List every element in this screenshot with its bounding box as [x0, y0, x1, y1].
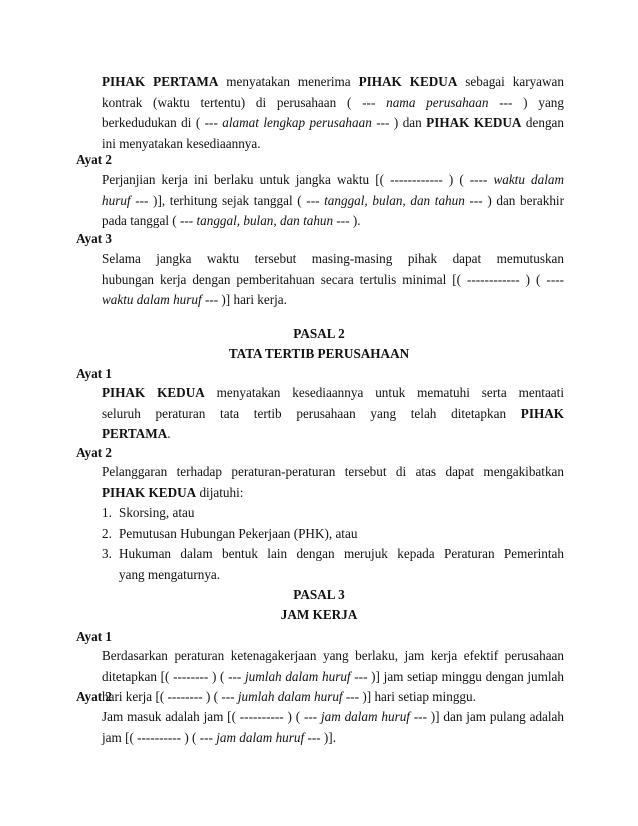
text: tanggal, bulan, dan tahun: [324, 192, 465, 208]
text: PIHAK KEDUA: [102, 385, 205, 400]
text: --- ) dan: [371, 115, 427, 130]
pasal-2-ayat-2-paragraph: [102, 462, 564, 585]
p3-ayat-2-line-1: [102, 707, 564, 728]
text: 2.: [102, 525, 112, 541]
text: Hukuman dalam bentuk lain dengan merujuk kepada Peraturan Pemerintah: [119, 546, 564, 561]
p2-ayat-1-line-2: [102, 404, 564, 425]
text: --- ).: [333, 213, 361, 228]
text: 3.: [102, 546, 112, 561]
pasal-subtitle: JAM KERJA: [280, 607, 358, 622]
text: 1.: [102, 505, 112, 520]
ayat-label: Ayat 1: [76, 366, 113, 381]
text: waktu dalam: [493, 172, 564, 187]
ayat-2-line-1: [102, 170, 564, 191]
ayat-label: Ayat 2: [76, 689, 113, 704]
p3-ayat-2-line-2: [102, 728, 564, 749]
intro-line-2: [102, 93, 564, 114]
pasal-3-ayat-1-paragraph: [102, 646, 564, 708]
text: PERTAMA: [102, 426, 168, 441]
text: --- ) yang: [488, 94, 564, 110]
pasal-3-heading: [0, 585, 638, 625]
text: jam dalam huruf: [216, 729, 305, 745]
pasal-title: PASAL 3: [293, 587, 345, 602]
text: seluruh peraturan tata tertib perusahaan yang telah ditetapkan: [102, 405, 521, 421]
text: berkedudukan di ( ---: [102, 115, 223, 130]
text: pada tanggal ( ---: [102, 213, 197, 228]
text: .: [167, 426, 171, 441]
text: Jam masuk adalah jam [( ---------- ) ( ---: [102, 709, 321, 724]
ayat-3-line-3: [102, 290, 564, 311]
text: PIHAK KEDUA: [102, 484, 197, 500]
text: --- ) dan berakhir: [464, 192, 564, 208]
ayat-3-paragraph: [102, 249, 564, 311]
ayat-label: Ayat 2: [76, 152, 113, 167]
text: hari kerja [( -------- ) ( ---: [102, 689, 238, 704]
pasal-2-heading: [0, 324, 638, 364]
list-item-continuation: yang mengaturnya.: [119, 566, 221, 582]
company-name-placeholder: nama perusahaan: [386, 94, 489, 110]
text: huruf: [102, 192, 131, 208]
text: Skorsing, atau: [119, 505, 195, 520]
text: --- )] dan jam pulang adalah: [409, 709, 564, 724]
text: --- )], terhitung sejak tanggal ( ---: [130, 192, 325, 208]
text: Perjanjian kerja ini berlaku untuk jangka waktu [( ------------ ) ( ----: [102, 172, 494, 187]
party-two-name: PIHAK KEDUA: [358, 74, 458, 89]
p2-ayat-2-line-2: [102, 483, 564, 504]
text: menyatakan menerima: [218, 74, 359, 89]
text: PIHAK: [520, 405, 564, 421]
intro-paragraph: [102, 72, 564, 154]
list-item: [102, 544, 564, 565]
pasal-2-ayat-1-paragraph: [102, 383, 564, 445]
ayat-2-line-2: [102, 191, 564, 212]
text: --- )] jam setiap minggu dengan jumlah: [350, 668, 564, 684]
text: jumlah dalam huruf: [245, 668, 351, 684]
p2-ayat-1-line-1: [102, 383, 564, 404]
text: --- )] hari kerja.: [201, 292, 287, 307]
pasal-subtitle: TATA TERTIB PERUSAHAAN: [228, 346, 410, 361]
list-item: [102, 503, 564, 524]
text: dengan: [521, 115, 564, 130]
company-address-placeholder: alamat lengkap perusahaan: [222, 115, 372, 130]
ayat-label: Ayat 1: [76, 629, 113, 644]
party-two-name: PIHAK KEDUA: [426, 115, 522, 130]
p3-ayat-1-line-2: [102, 667, 564, 688]
ayat-3-line-2: hubungan kerja dengan pemberitahuan secara tertulis minimal [( ------------ ) ( ----: [102, 271, 564, 287]
text: --- )].: [304, 729, 336, 745]
p3-ayat-1-line-3: [102, 687, 564, 708]
text: tanggal, bulan, dan tahun: [196, 213, 334, 228]
p2-ayat-1-line-3: [102, 424, 564, 445]
text: jam dalam huruf: [320, 709, 410, 724]
text: dijatuhi:: [196, 484, 244, 500]
intro-line-4: ini menyatakan kesediaannya.: [102, 135, 261, 151]
intro-line-3: [102, 113, 564, 134]
intro-line-1: [102, 72, 564, 93]
pasal-3-ayat-2-paragraph: [102, 707, 564, 748]
ayat-label: Ayat 2: [76, 445, 113, 460]
p3-ayat-1-line-1: Berdasarkan peraturan ketenagakerjaan yang berlaku, jam kerja efektif perusahaan: [102, 648, 564, 663]
text: jam [( ---------- ) ( ---: [102, 729, 217, 745]
text: sebagai karyawan: [457, 74, 564, 89]
p2-ayat-2-line-1: Pelanggaran terhadap peraturan-peraturan tersebut di atas dapat mengakibatkan: [102, 464, 564, 479]
ayat-2-line-3: [102, 211, 564, 232]
list-item: [102, 524, 564, 545]
text: menyatakan kesediaannya untuk mematuhi serta mentaati: [204, 385, 564, 400]
ayat-2-paragraph: [102, 170, 564, 232]
text: ditetapkan [( -------- ) ( ---: [102, 668, 245, 684]
text: waktu dalam huruf: [102, 292, 202, 307]
text: --- )] hari setiap minggu.: [342, 689, 476, 704]
text: jumlah dalam huruf: [237, 689, 343, 704]
ayat-label: Ayat 3: [76, 231, 113, 246]
ayat-3-line-1: Selama jangka waktu tersebut masing-masing pihak dapat memutuskan: [102, 251, 564, 266]
pasal-title: PASAL 2: [293, 326, 345, 341]
text: kontrak (waktu tertentu) di perusahaan ( ---: [102, 94, 387, 110]
party-one-name: PIHAK PERTAMA: [102, 74, 219, 89]
text: Pemutusan Hubungan Pekerjaan (PHK), atau: [119, 525, 358, 541]
